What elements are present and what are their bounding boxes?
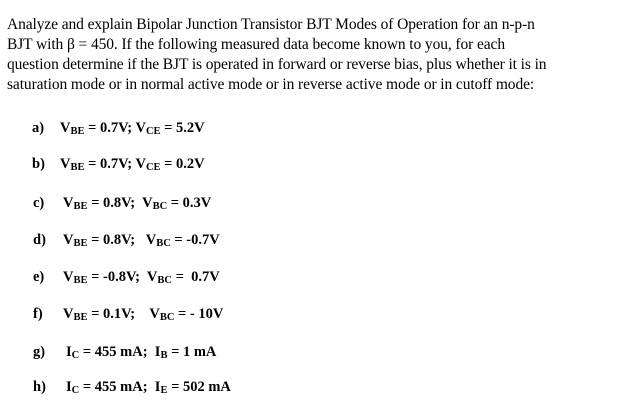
question-letter: a) (32, 120, 45, 136)
question-b (32, 155, 205, 173)
quantity-value: = 0.2V (160, 156, 205, 172)
question-letter: d) (33, 232, 46, 248)
quantity-subscript: BE (73, 238, 88, 249)
question-h (33, 378, 231, 396)
question-d (33, 231, 220, 249)
question-a (32, 119, 205, 137)
quantity-symbol: V (135, 195, 153, 211)
quantity-value: = 502 mA (167, 379, 231, 395)
quantity-symbol: V (63, 306, 74, 322)
question-e (33, 268, 220, 286)
question-f (33, 305, 223, 323)
quantity-subscript: BC (156, 238, 171, 249)
quantity-subscript: BC (159, 312, 175, 323)
question-letter: g) (33, 344, 46, 360)
quantity-subscript: BC (152, 201, 168, 212)
quantity-subscript: BE (70, 126, 85, 137)
quantity-subscript: BE (73, 312, 88, 323)
quantity-value: = 0.8V; (87, 232, 136, 248)
statement-line: saturation mode or in normal active mode or in reverse active mode or in cutoff mode: (7, 76, 535, 93)
question-letter: b) (32, 156, 45, 172)
quantity-symbol: I (147, 344, 161, 360)
statement-line: BJT with β = 450. If the following measured data become known to you, for each (7, 36, 505, 53)
quantity-subscript: B (160, 350, 168, 361)
quantity-symbol: V (135, 306, 160, 322)
quantity-value: = 0.7V; (84, 156, 133, 172)
quantity-value: = 0.7V (172, 269, 220, 285)
quantity-value: = 1 mA (167, 344, 217, 360)
quantity-symbol: I (66, 344, 72, 360)
question-letter: h) (33, 379, 46, 395)
question-g (33, 343, 216, 361)
quantity-subscript: CE (145, 162, 161, 173)
quantity-value: = -0.8V; (87, 269, 140, 285)
quantity-symbol: V (132, 156, 146, 172)
quantity-subscript: E (160, 385, 168, 396)
quantity-subscript: C (71, 350, 80, 361)
quantity-value: = - 10V (174, 306, 224, 322)
quantity-value: = 0.7V; (84, 120, 133, 136)
question-letter: f) (33, 306, 43, 322)
quantity-symbol: V (132, 120, 146, 136)
quantity-symbol: V (60, 156, 71, 172)
quantity-subscript: BE (70, 162, 85, 173)
quantity-subscript: C (71, 385, 80, 396)
quantity-symbol: V (63, 195, 74, 211)
question-letter: c) (33, 195, 45, 211)
question-c (33, 194, 211, 212)
quantity-symbol: I (147, 379, 161, 395)
quantity-symbol: V (139, 269, 158, 285)
quantity-subscript: BC (157, 275, 172, 286)
quantity-subscript: BE (73, 201, 88, 212)
quantity-value: = 455 mA; (79, 379, 148, 395)
quantity-value: = 0.3V (167, 195, 212, 211)
quantity-value: = 0.8V; (87, 195, 136, 211)
quantity-subscript: CE (145, 126, 161, 137)
quantity-symbol: I (66, 379, 72, 395)
statement-line: Analyze and explain Bipolar Junction Transistor BJT Modes of Operation for an n-p-n (7, 16, 535, 33)
quantity-subscript: BE (73, 275, 88, 286)
quantity-symbol: V (63, 269, 74, 285)
statement-line: question determine if the BJT is operated in forward or reverse bias, plus whether it is in (7, 56, 547, 73)
question-letter: e) (33, 269, 45, 285)
quantity-symbol: V (63, 232, 74, 248)
problem-statement (7, 15, 627, 95)
quantity-value: = 0.1V; (87, 306, 136, 322)
quantity-symbol: V (135, 232, 157, 248)
quantity-value: = 5.2V (160, 120, 205, 136)
quantity-value: = 455 mA; (79, 344, 148, 360)
quantity-symbol: V (60, 120, 71, 136)
quantity-value: = -0.7V (170, 232, 220, 248)
